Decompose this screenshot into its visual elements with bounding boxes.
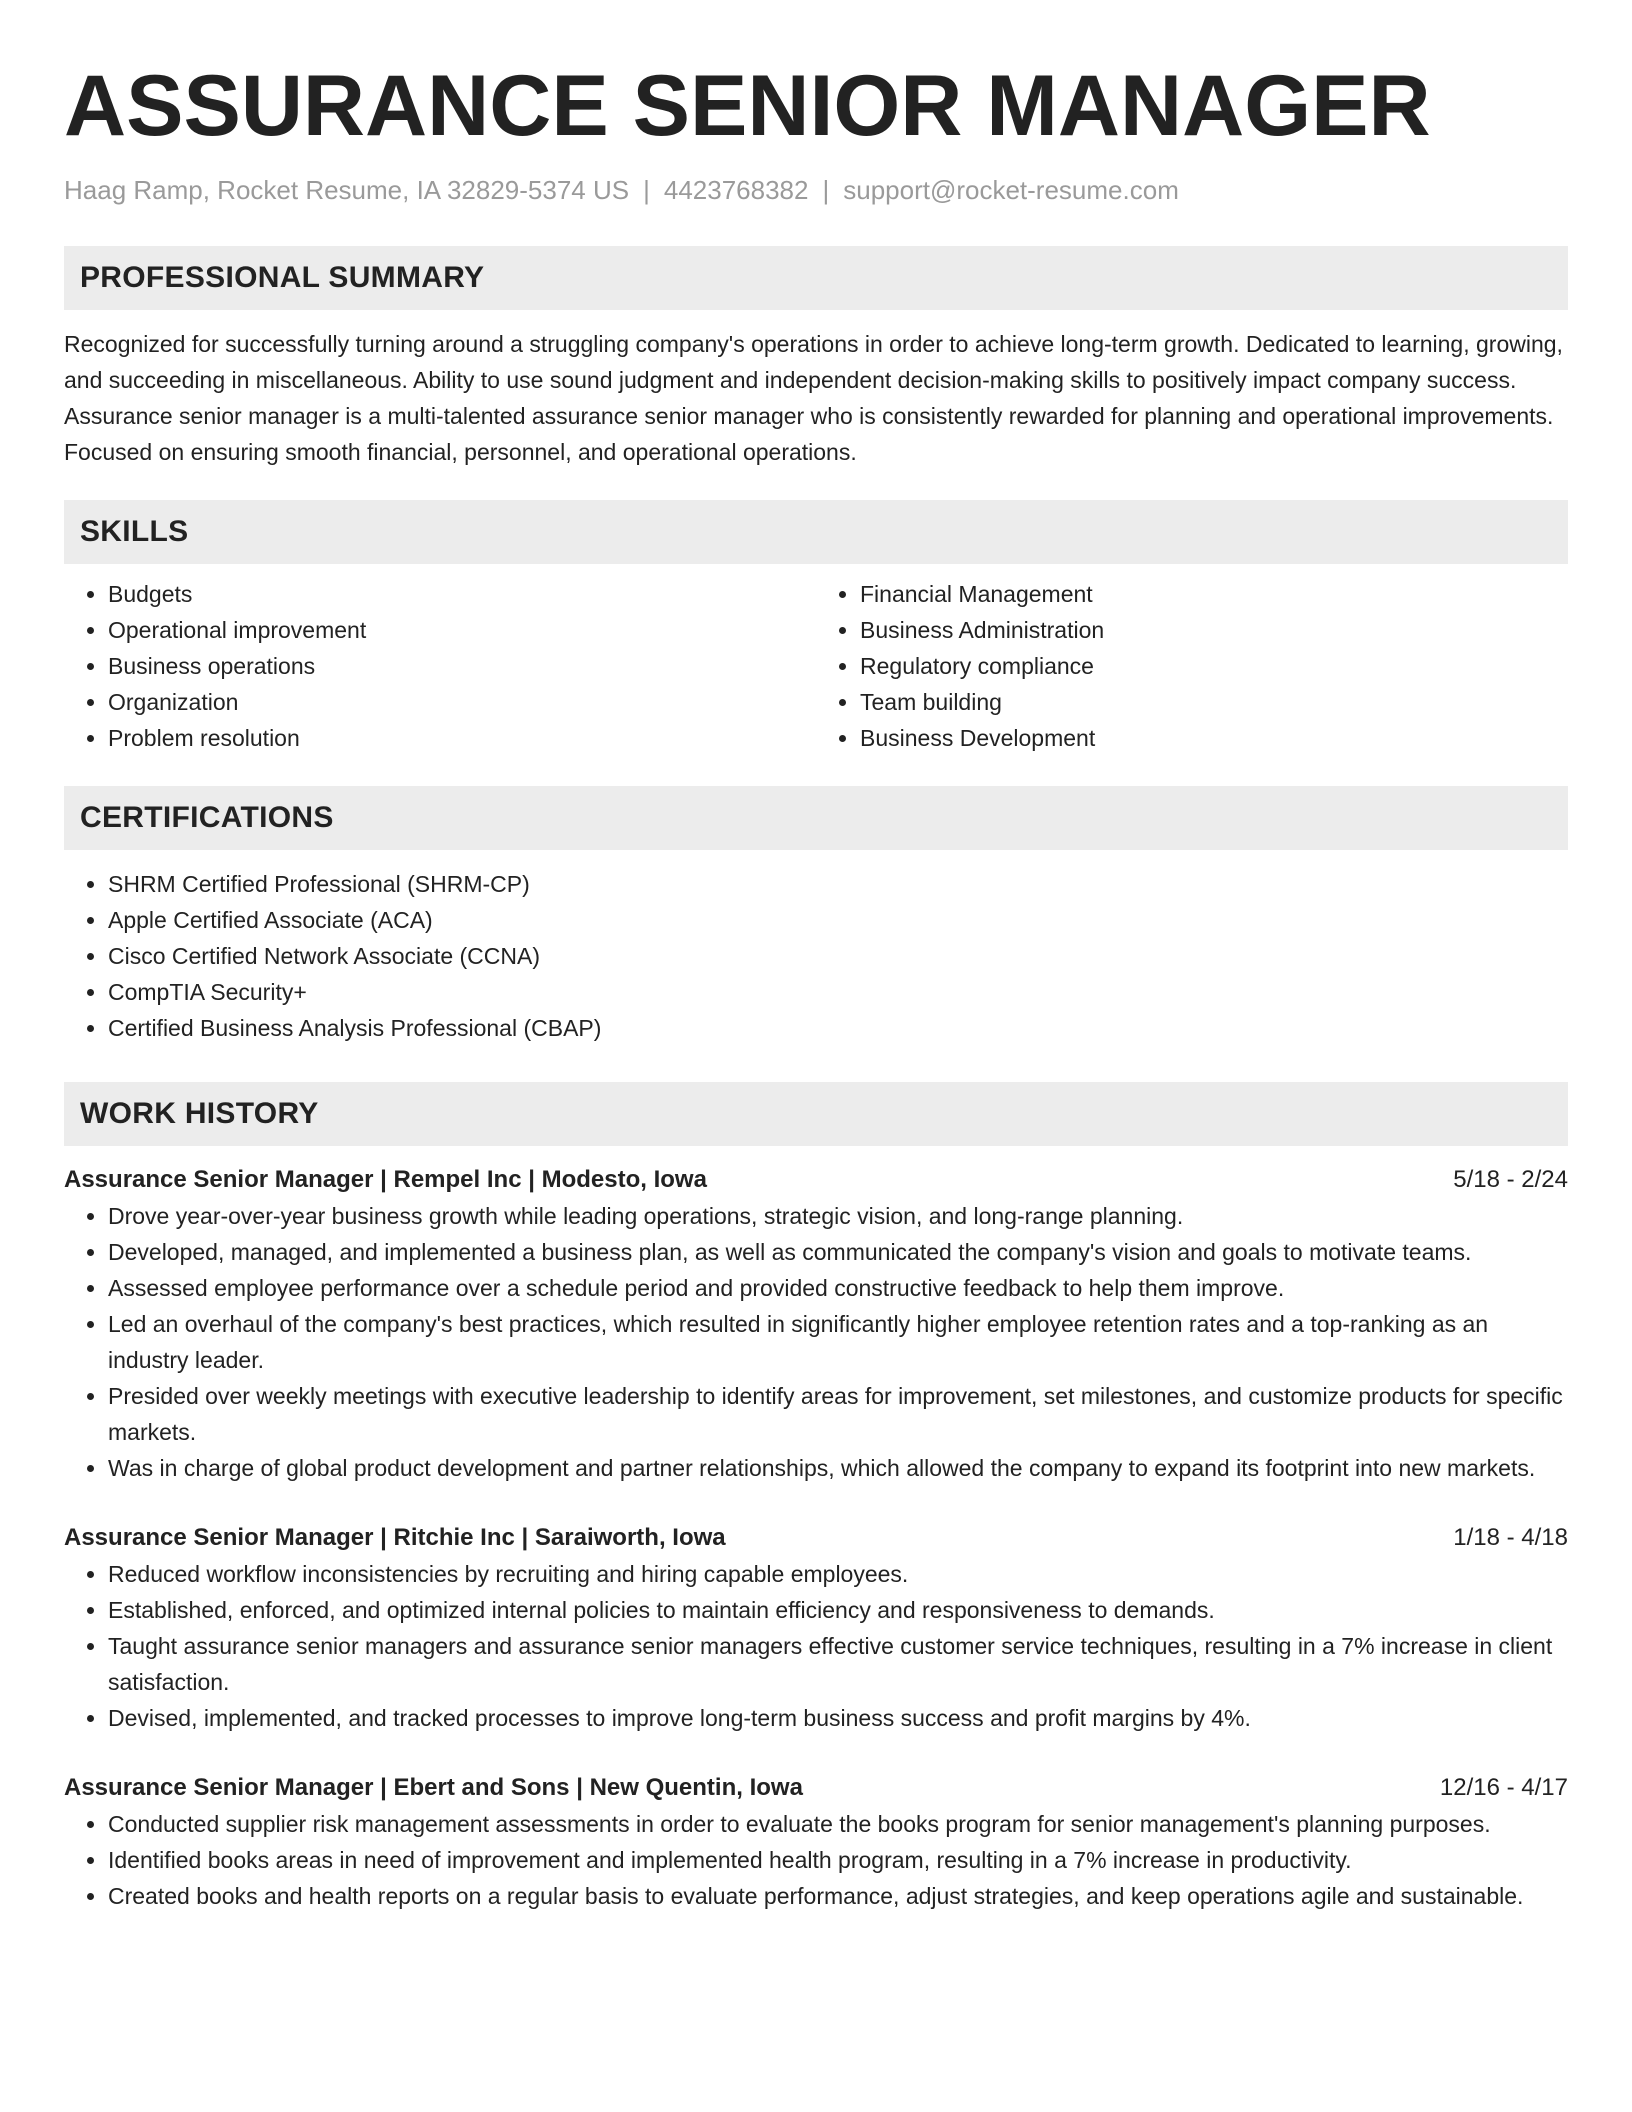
contact-phone: 4423768382 (663, 175, 809, 205)
contact-separator: | (822, 175, 830, 205)
job-bullet: • Identified books areas in need of improvement and implemented health program, resulting in a 7% increase in productivity. (108, 1842, 1568, 1878)
skill-item: • Business Administration (860, 612, 1568, 648)
resume-page (64, 0, 1568, 1914)
job-bullet: • Established, enforced, and optimized internal policies to maintain efficiency and responsiveness to demands. (108, 1592, 1568, 1628)
skill-item: • Regulatory compliance (860, 648, 1568, 684)
certification-item: • Apple Certified Associate (ACA) (108, 902, 1568, 938)
job-dates: 12/16 - 4/17 (1439, 1774, 1568, 1801)
skills-list-right (816, 576, 1568, 756)
certification-item: • SHRM Certified Professional (SHRM-CP) (108, 866, 1568, 902)
skills-list-left (64, 576, 816, 756)
job-bullets (64, 1556, 1568, 1736)
job-bullet: • Devised, implemented, and tracked processes to improve long-term business success and profit margins by 4%. (108, 1700, 1568, 1736)
job-entry (64, 1162, 1568, 1486)
job-title: Assurance Senior Manager | Ritchie Inc | Saraiworth, Iowa (64, 1524, 726, 1551)
job-bullet: • Led an overhaul of the company's best practices, which resulted in significantly higher employee retention rates and a top-ranking as an industry leader. (108, 1306, 1568, 1378)
job-title: Assurance Senior Manager | Ebert and Sons | New Quentin, Iowa (64, 1774, 803, 1801)
section-header-skills: SKILLS (64, 500, 1568, 564)
job-bullets (64, 1198, 1568, 1486)
skill-item: • Business operations (108, 648, 816, 684)
section-header-summary: PROFESSIONAL SUMMARY (64, 246, 1568, 310)
summary-text: Recognized for successfully turning around a struggling company's operations in order to achieve long-term growth. Dedicated to learning, growing, and succeeding in miscellaneous. Ability to use sound judgment and independent decision-making skills to positively impact company success. Assurance senior manager is a multi-talented assurance senior manager who is consistently rewarded for planning and operational improvements. Focused on ensuring smooth financial, personnel, and operational operations. (64, 331, 1563, 465)
job-bullet: • Assessed employee performance over a schedule period and provided constructive feedback to help them improve. (108, 1270, 1568, 1306)
certification-item: • Cisco Certified Network Associate (CCNA) (108, 938, 1568, 974)
contact-separator: | (643, 175, 650, 205)
job-bullet: • Reduced workflow inconsistencies by recruiting and hiring capable employees. (108, 1556, 1568, 1592)
job-header (64, 1520, 1568, 1556)
job-header (64, 1162, 1568, 1198)
skills-grid (64, 576, 1568, 756)
job-dates: 1/18 - 4/18 (1453, 1524, 1568, 1551)
certifications-list (64, 866, 1568, 1046)
job-entry (64, 1520, 1568, 1736)
skill-item: • Operational improvement (108, 612, 816, 648)
certification-item: • CompTIA Security+ (108, 974, 1568, 1010)
skill-item: • Budgets (108, 576, 816, 612)
skill-item: • Financial Management (860, 576, 1568, 612)
job-bullet: • Taught assurance senior managers and assurance senior managers effective customer service techniques, resulting in a 7% increase in client satisfaction. (108, 1628, 1568, 1700)
job-bullet: • Was in charge of global product development and partner relationships, which allowed the company to expand its footprint into new markets. (108, 1450, 1568, 1486)
job-bullet: • Created books and health reports on a regular basis to evaluate performance, adjust strategies, and keep operations agile and sustainable. (108, 1878, 1568, 1914)
contact-email[interactable]: support@rocket-resume.com (843, 175, 1179, 205)
job-entry (64, 1770, 1568, 1914)
contact-line (64, 172, 1568, 208)
skill-item: • Problem resolution (108, 720, 816, 756)
job-bullet: • Developed, managed, and implemented a business plan, as well as communicated the company's vision and goals to motivate teams. (108, 1234, 1568, 1270)
job-title: Assurance Senior Manager | Rempel Inc | Modesto, Iowa (64, 1166, 707, 1193)
skill-item: • Business Development (860, 720, 1568, 756)
skill-item: • Organization (108, 684, 816, 720)
job-bullets (64, 1806, 1568, 1914)
section-header-work-history: WORK HISTORY (64, 1082, 1568, 1146)
job-header (64, 1770, 1568, 1806)
resume-title: ASSURANCE SENIOR MANAGER (64, 58, 1431, 154)
job-dates: 5/18 - 2/24 (1453, 1166, 1568, 1193)
job-bullet: • Drove year-over-year business growth while leading operations, strategic vision, and long-range planning. (108, 1198, 1568, 1234)
certification-item: • Certified Business Analysis Professional (CBAP) (108, 1010, 1568, 1046)
section-header-certifications: CERTIFICATIONS (64, 786, 1568, 850)
job-bullet: • Conducted supplier risk management assessments in order to evaluate the books program for senior management's planning purposes. (108, 1806, 1568, 1842)
job-bullet: • Presided over weekly meetings with executive leadership to identify areas for improvement, set milestones, and customize products for specific markets. (108, 1378, 1568, 1450)
skill-item: • Team building (860, 684, 1568, 720)
contact-address: Haag Ramp, Rocket Resume, IA 32829-5374 US (64, 175, 630, 205)
